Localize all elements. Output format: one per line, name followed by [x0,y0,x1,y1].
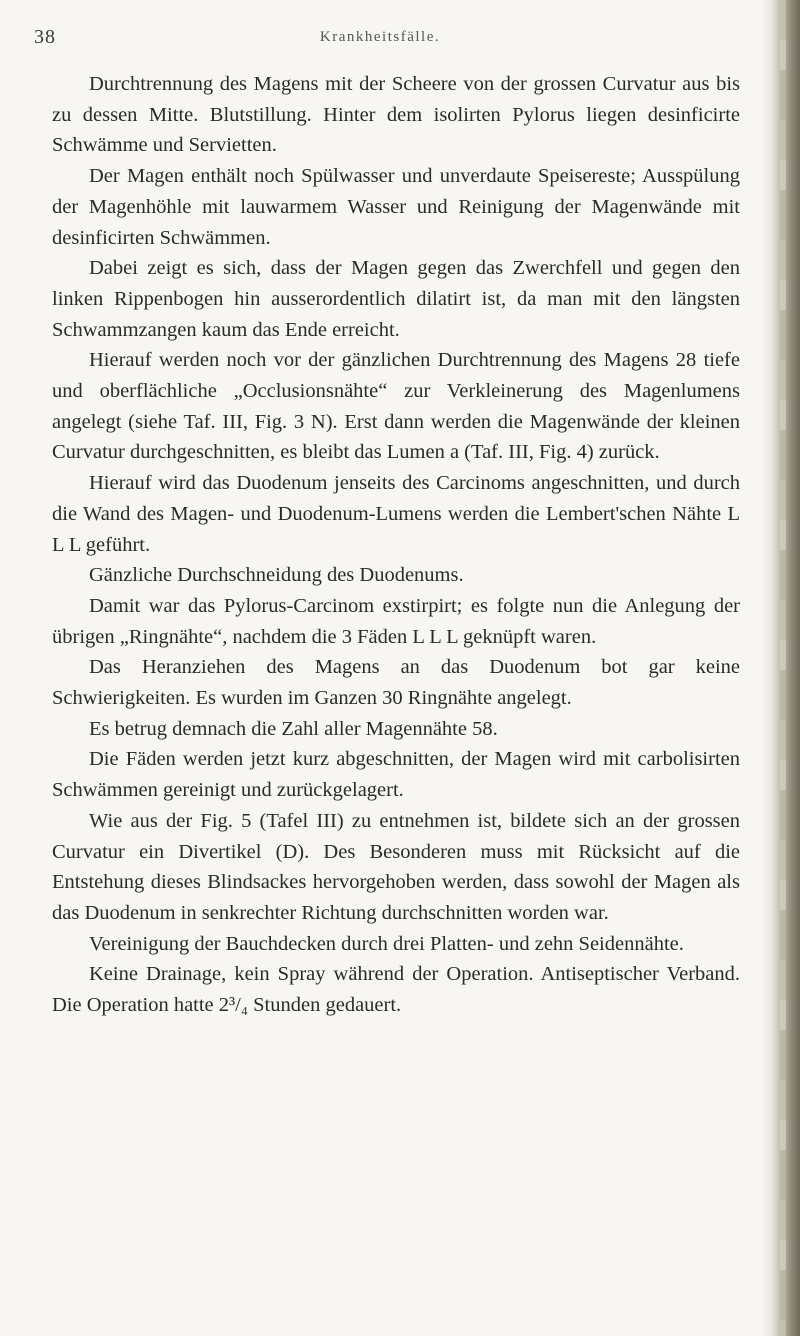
paragraph: Vereinigung der Bauchdecken durch drei Platten- und zehn Seidennähte. [89,932,684,955]
body-text [52,69,740,1021]
paragraph: Der Magen enthält noch Spülwasser und unverdaute Speisereste; Ausspülung der Magenhöhle mit lauwarmem Wasser und Reinigung der Magenwände mit desinficirten Schwämmen. [52,165,740,249]
paragraph: Durchtrennung des Magens mit der Scheere von der grossen Curvatur aus bis zu dessen Mitte. Blutstillung. Hinter dem isolirten Pylorus liegen desinficirte Schwämme und Servietten. [52,73,740,157]
paragraph: Hierauf wird das Duodenum jenseits des Carcinoms angeschnitten, und durch die Wand des Magen- und Duodenum-Lumens werden die Lembert'schen Nähte L L L geführt. [52,472,740,556]
paragraph: Das Heranziehen des Magens an das Duodenum bot gar keine Schwierigkeiten. Es wurden im Ganzen 30 Ringnähte angelegt. [52,656,740,710]
paragraph: Hierauf werden noch vor der gänzlichen Durchtrennung des Magens 28 tiefe und oberflächliche „Occlusionsnähte“ zur Verkleinerung des Magenlumens angelegt (siehe Taf. III, Fig. 3 N). Erst dann werden die Magenwände der kleinen Curvatur durchgeschnitten, es bleibt das Lumen a (Taf. III, Fig. 4) zurück. [52,349,740,464]
running-head: Krankheitsfälle. [319,29,441,45]
paragraph: Damit war das Pylorus-Carcinom exstirpirt; es folgte nun die Anlegung der übrigen „Ringnähte“, nachdem die 3 Fäden L L L geknüpft waren. [52,594,740,648]
paragraph: Gänzliche Durchschneidung des Duodenums. [89,564,464,587]
paragraph: Keine Drainage, kein Spray während der Operation. Antiseptischer Verband. Die Operation hatte 2³/₄ Stunden gedauert. [52,963,740,1017]
paragraph: Wie aus der Fig. 5 (Tafel III) zu entnehmen ist, bildete sich an der grossen Curvatur ein Divertikel (D). Des Besonderen muss mit Rücksicht auf die Entstehung dieses Blindsackes hervorgehoben werden, dass sowohl der Magen als das Duodenum in senkrechter Richtung durchschnitten worden war. [52,809,740,924]
page-edge-strip [780,0,786,1336]
paragraph: Die Fäden werden jetzt kurz abgeschnitten, der Magen wird mit carbolisirten Schwämmen gereinigt und zurückgelagert. [52,748,740,802]
page-header [30,26,730,56]
paragraph: Es betrug demnach die Zahl aller Magennähte 58. [89,717,498,740]
page-number: 38 [34,26,56,48]
paragraph: Dabei zeigt es sich, dass der Magen gegen das Zwerchfell und gegen den linken Rippenbogen hin ausserordentlich dilatirt ist, da man mit den längsten Schwammzangen kaum das Ende erreicht. [52,257,740,341]
